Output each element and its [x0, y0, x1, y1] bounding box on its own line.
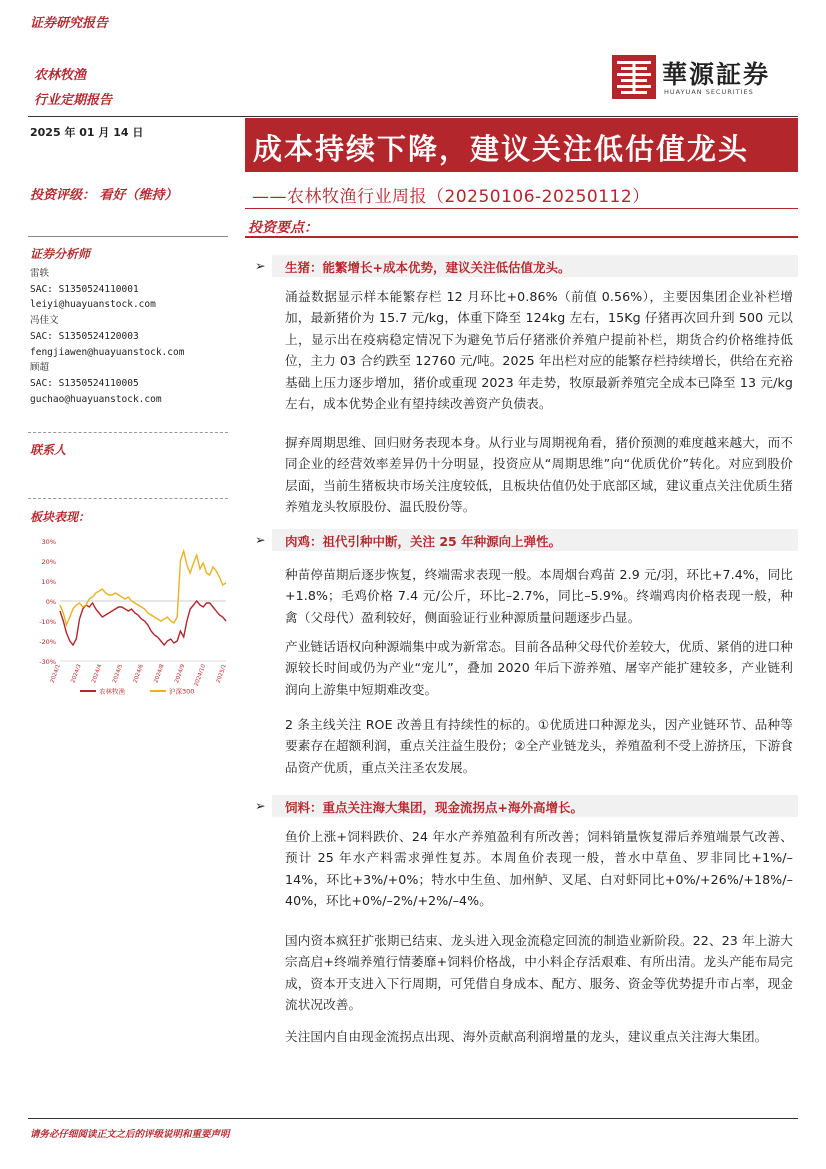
y-tick-label: 30%	[41, 538, 56, 546]
analyst-name: 冯佳文	[30, 315, 59, 327]
series-line-csi300	[60, 551, 226, 625]
analyst-name: 顾超	[30, 362, 50, 374]
disclaimer: 请务必仔细阅读正文之后的评级说明和重要声明	[30, 1129, 230, 1140]
key-points-label: 投资要点：	[248, 220, 318, 236]
analyst-name: 雷轶	[30, 268, 50, 279]
paragraph: 种苗停苗期后逐步恢复，终端需求表现一般。本周烟台鸡苗 2.9 元/羽，环比+7.4%，同比+1.8%；毛鸡价格 7.4 元/公斤，环比–2.7%，同比–5.9%。终端鸡肉价格表现一般，种禽（父母代）盈利较好，侧面验证行业种源质量问题逐步凸显。	[285, 567, 793, 625]
report-subtitle: ——农林牧渔行业周报（20250106-20250112）	[252, 187, 650, 207]
brand-name-en: HUAYUAN SECURITIES	[664, 88, 754, 96]
y-tick-label: -10%	[39, 618, 56, 626]
bullet-marker: ➢	[255, 798, 266, 813]
paragraph: 2 条主线关注 ROE 改善且有持续性的标的。①优质进口种源龙头，因产业链环节、品种等要素存在超额利润，重点关注益生股份；②全产业链龙头，养殖盈利不受上游挤压，下游食品资产优质，重点关注圣农发展。	[285, 717, 793, 775]
paragraph: 国内资本疯狂扩张期已结束、龙头进入现金流稳定回流的制造业新阶段。22、23 年上游大宗高启+终端养殖行情萎靡+饲料价格战，中小料企存活艰难、有所出清。龙头产能布局完成，资本开支进入下行周期，可凭借自身成本、配方、服务、资金等优势提升市占率，现金流状况改善。	[285, 933, 793, 1013]
paragraph: 鱼价上涨+饲料跌价、24 年水产养殖盈利有所改善；饲料销量恢复滞后养殖端景气改善、预计 25 年水产料需求弹性复苏。本周鱼价表现一般，普水中草鱼、罗非同比+1%/–14%，环比+3%/+0%；特水中生鱼、加州鲈、叉尾、白对虾同比+0%/+26%/+18%/–40%，环比+0%/–2%/+2%/–4%。	[285, 829, 793, 909]
sidebar-divider	[28, 432, 228, 434]
paragraph: 关注国内自由现金流拐点出现、海外贡献高利润增量的龙头，建议重点关注海大集团。	[285, 1029, 768, 1044]
analyst-email: leiyi@huayuanstock.com	[30, 299, 156, 311]
y-tick-label: 0%	[45, 598, 56, 606]
x-tick-label: 2025/1	[215, 663, 228, 684]
paragraph: 涌益数据显示样本能繁存栏 12 月环比+0.86%（前值 0.56%），主要因集团企业补栏增加，最新猪价为 15.7 元/kg，体重下降至 124kg 左右，15Kg 仔猪再次回升到 500 元以上，显示出在疫病稳定情况下为避免节后仔猪涨价养殖户提前补栏，期货合约价格维持低位，主力 03 合约跌至 12760 元/吨。2025 年出栏对应的能繁存栏持续增长，供给在充裕基础上压力逐步增加，猪价或重现 2023 年走势，牧原最新养殖完全成本已降至 13 元/kg 左右，成本优势企业有望持续改善资产负债表。	[285, 289, 793, 412]
x-tick-label: 2024/8	[153, 663, 166, 684]
analyst-sac: SAC: S1350524110001	[30, 283, 139, 295]
key-points-divider	[245, 236, 798, 238]
industry-name: 农林牧渔	[34, 68, 87, 83]
y-tick-label: 20%	[41, 558, 56, 566]
x-tick-label: 2024/9	[174, 663, 187, 684]
x-tick-label: 2024/10	[193, 663, 208, 688]
subtitle-divider	[245, 208, 798, 209]
sidebar-divider	[28, 498, 228, 500]
analyst-email: guchao@huayuanstock.com	[30, 393, 162, 405]
analyst-email: fengjiawen@huayuanstock.com	[30, 346, 185, 358]
analyst-sac: SAC: S1350524110005	[30, 377, 139, 389]
analyst-sac: SAC: S1350524120003	[30, 330, 139, 342]
x-tick-label: 2024/6	[132, 663, 145, 684]
report-type: 证券研究报告	[30, 16, 109, 31]
x-tick-label: 2024/1	[49, 663, 62, 684]
brand-name-cn: 華源証券	[662, 60, 771, 89]
y-tick-label: -20%	[39, 638, 56, 646]
legend-label: 沪深300	[169, 687, 195, 696]
sidebar-divider	[28, 236, 228, 237]
x-tick-label: 2024/4	[91, 663, 104, 684]
y-tick-label: 10%	[41, 578, 56, 586]
bullet-marker: ➢	[255, 258, 266, 273]
investment-rating: 投资评级： 看好（维持）	[30, 188, 178, 203]
report-date: 2025 年 01 月 14 日	[30, 126, 144, 139]
paragraph: 产业链话语权向种源端集中或为新常态。目前各品种父母代价差较大，优质、紧俏的进口种源较长时间或仍为产业“宠儿”，叠加 2020 年后下游养殖、屠宰产能扩建较多，产业链利润向上游集中短期难改变。	[285, 639, 793, 697]
chart-heading: 板块表现：	[30, 510, 91, 524]
contact-heading: 联系人	[30, 443, 67, 457]
x-tick-label: 2024/5	[111, 663, 125, 684]
report-kind: 行业定期报告	[34, 93, 113, 108]
footer-divider	[28, 1118, 798, 1119]
section-heading-feed: 饲料：重点关注海大集团，现金流拐点+海外高增长。	[285, 800, 583, 815]
x-tick-label: 2024/3	[70, 663, 83, 684]
header-divider	[28, 116, 798, 117]
section-heading-broiler: 肉鸡：祖代引种中断，关注 25 年种源向上弹性。	[285, 534, 562, 549]
legend-label: 农林牧渔	[99, 687, 125, 696]
section-heading-hog: 生猪：能繁增长+成本优势，建议关注低估值龙头。	[285, 260, 571, 275]
industry-block	[34, 63, 112, 113]
brand-logo	[612, 55, 788, 101]
bullet-marker: ➢	[255, 532, 266, 547]
analysts-heading: 证券分析师	[30, 247, 91, 261]
report-title: 成本持续下降，建议关注低估值龙头	[253, 132, 750, 166]
paragraph: 摒弃周期思维、回归财务表现本身。从行业与周期视角看，猪价预测的难度越来越大，而不同企业的经营效率差异仍十分明显，投资应从“周期思维”向“优质优价”转化。对应到股价层面，当前生猪板块市场关注度较低，且板块估值仍处于底部区域，建议重点关注优质生猪养殖龙头牧原股份、温氏股份等。	[285, 435, 793, 515]
huayuan-logo-icon	[612, 55, 656, 99]
analyst-list	[30, 266, 184, 407]
title-banner	[245, 118, 798, 172]
sector-performance-chart	[30, 533, 230, 698]
y-tick-label: -30%	[39, 658, 56, 666]
